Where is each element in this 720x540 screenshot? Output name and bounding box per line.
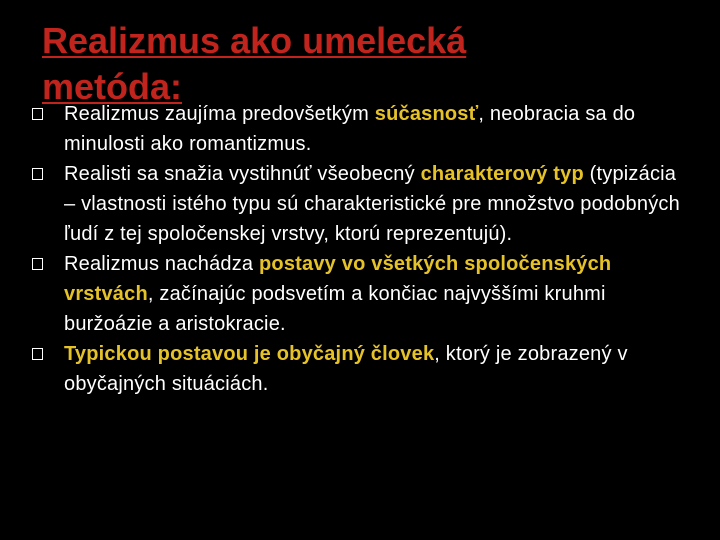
bullet-highlight: Typickou postavou je obyčajný človek <box>64 343 435 365</box>
bullet-highlight: postavy vo všetkých spoločenských vrstvách <box>64 253 612 305</box>
bullet-item <box>30 99 680 159</box>
bullet-text: Realizmus zaujíma predovšetkým <box>64 103 375 125</box>
bullet-list <box>30 99 680 399</box>
bullet-text: (typizácia – vlastnosti istého typu sú charakteristické pre množstvo podobných ľudí z tej spoločenskej vrstvy, ktorú reprezentujú). <box>64 163 680 245</box>
bullet-item <box>30 339 680 399</box>
bullet-highlight: charakterový typ <box>420 163 584 185</box>
bullet-item <box>30 249 680 339</box>
bullet-item <box>30 159 680 249</box>
bullet-square-icon <box>32 258 43 270</box>
bullet-text: Realisti sa snažia vystihnúť všeobecný <box>64 163 421 185</box>
bullet-text: Realizmus nachádza <box>64 253 260 275</box>
bullet-square-icon <box>32 348 43 360</box>
bullet-text: , ktorý je zobrazený v obyčajných situáciách. <box>64 343 628 395</box>
slide-title: Realizmus ako umelecká metóda: <box>42 20 467 107</box>
bullet-square-icon <box>32 108 43 120</box>
bullet-square-icon <box>32 168 43 180</box>
bullet-highlight: súčasnosť <box>374 103 479 125</box>
bullet-text: , neobracia sa do minulosti ako romantizmus. <box>64 103 636 155</box>
bullet-text: , začínajúc podsvetím a končiac najvyššími kruhmi buržoázie a aristokracie. <box>64 283 606 335</box>
